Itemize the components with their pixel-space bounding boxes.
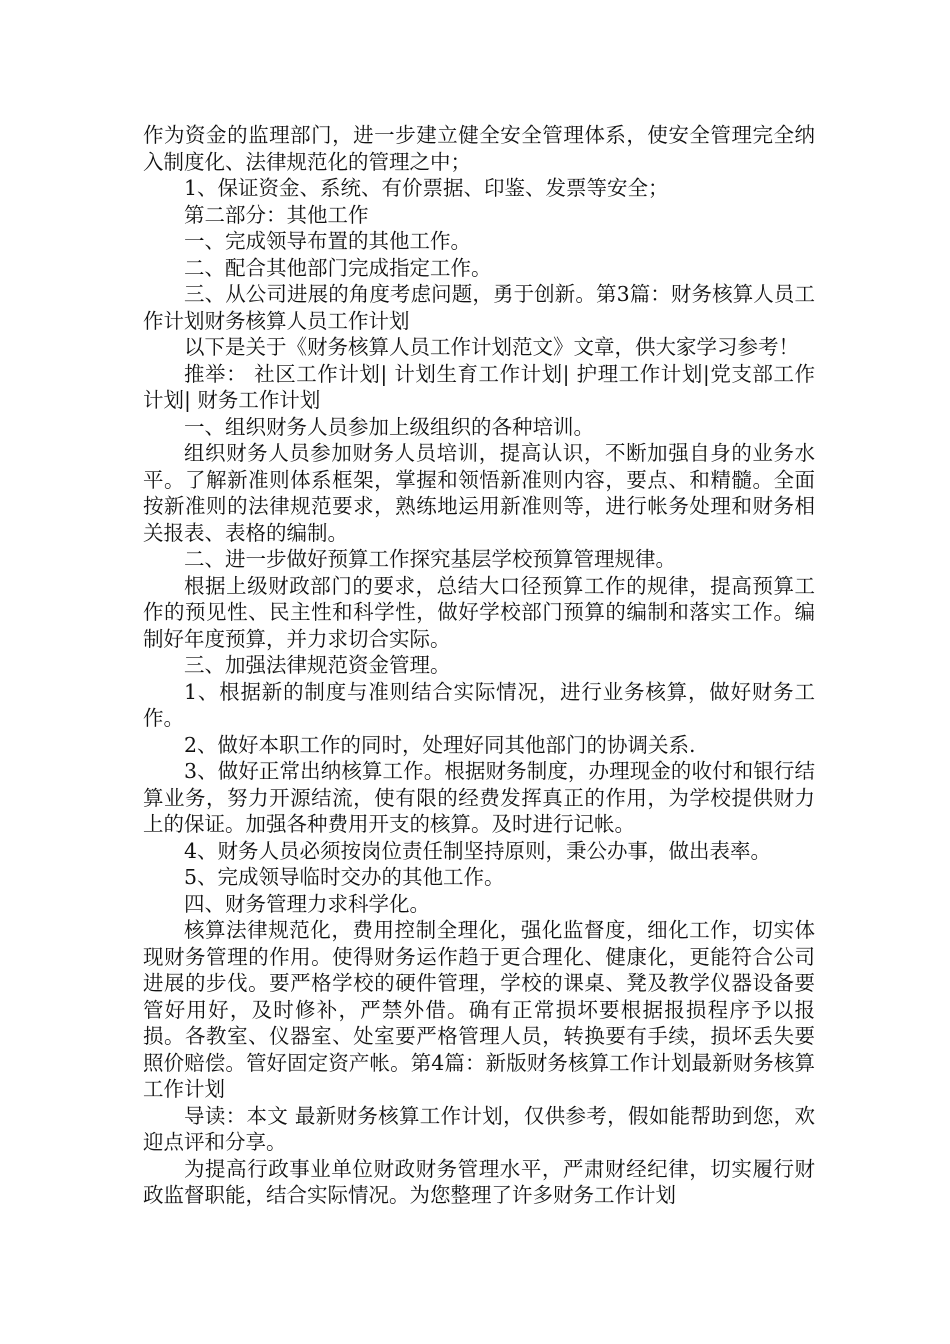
list-item: 1、根据新的制度与准则结合实际情况，进行业务核算，做好财务工作。 (143, 679, 815, 730)
paragraph: 1、保证资金、系统、有价票据、印鉴、发票等安全； (184, 176, 669, 200)
paragraph: 根据上级财政部门的要求，总结大口径预算工作的规律，提高预算工作的预见性、民主性和科学性，做好学校部门预算的编制和落实工作。编制好年度预算，并力求切合实际。 (143, 573, 815, 651)
paragraph: 三、从公司进展的角度考虑问题，勇于创新。第3篇：财务核算人员工作计划财务核算人员工作计划 (143, 282, 815, 333)
section-heading: 一、组织财务人员参加上级组织的各种培训。 (184, 414, 594, 439)
paragraph: 二、配合其他部门完成指定工作。 (184, 255, 492, 280)
paragraph: 组织财务人员参加财务人员培训，提高认识，不断加强自身的业务水平。了解新准则体系框架，掌握和领悟新准则内容，要点、和精髓。全面按新准则的法律规范要求，熟练地运用新准则等，进行帐务处理和财务相关报表、表格的编制。 (143, 441, 815, 545)
list-item: 2、做好本职工作的同时，处理好同其他部门的协调关系. (184, 732, 696, 757)
paragraph: 以下是关于《财务核算人员工作计划范文》文章，供大家学习参考！ (184, 335, 799, 359)
list-item: 5、完成领导临时交办的其他工作。 (184, 865, 505, 889)
section-heading: 第二部分：其他工作 (184, 202, 369, 227)
list-item: 4、财务人员必须按岗位责任制坚持原则，秉公办事，做出表率。 (184, 838, 772, 863)
document-body (143, 122, 815, 1209)
paragraph: 作为资金的监理部门，进一步建立健全安全管理体系，使安全管理完全纳入制度化、法律规范化的管理之中； (143, 123, 815, 174)
paragraph: 为提高行政事业单位财政财务管理水平，严肃财经纪律，切实履行财政监督职能，结合实际情况。为您整理了许多财务工作计划 (143, 1156, 815, 1207)
section-heading: 三、加强法律规范资金管理。 (184, 653, 451, 677)
paragraph: 核算法律规范化，费用控制全理化，强化监督度，细化工作，切实体现财务管理的作用。使得财务运作趋于更合理化、健康化，更能符合公司进展的步伐。要严格学校的硬件管理，学校的课桌、凳及教学仪器设备要管好用好，及时修补，严禁外借。确有正常损坏要根据报损程序予以报损。各教室、仪器室、处室要严格管理人员，转换要有手续，损坏丢失要照价赔偿。管好固定资产帐。第4篇：新版财务核算工作计划最新财务核算工作计划 (143, 918, 815, 1101)
section-heading: 四、财务管理力求科学化。 (184, 891, 430, 916)
section-heading: 二、进一步做好预算工作探究基层学校预算管理规律。 (184, 547, 676, 571)
list-item: 3、做好正常出纳核算工作。根据财务制度，办理现金的收付和银行结算业务，努力开源结流，使有限的经费发挥真正的作用，为学校提供财力上的保证。加强各种费用开支的核算。及时进行记帐。 (143, 759, 815, 836)
paragraph: 导读：本文 最新财务核算工作计划，仅供参考，假如能帮助到您，欢迎点评和分享。 (143, 1103, 815, 1154)
recommendation-links: 推举： 社区工作计划| 计划生育工作计划| 护理工作计划|党支部工作计划| 财务工作计划 (143, 361, 815, 412)
paragraph: 一、完成领导布置的其他工作。 (184, 229, 471, 253)
